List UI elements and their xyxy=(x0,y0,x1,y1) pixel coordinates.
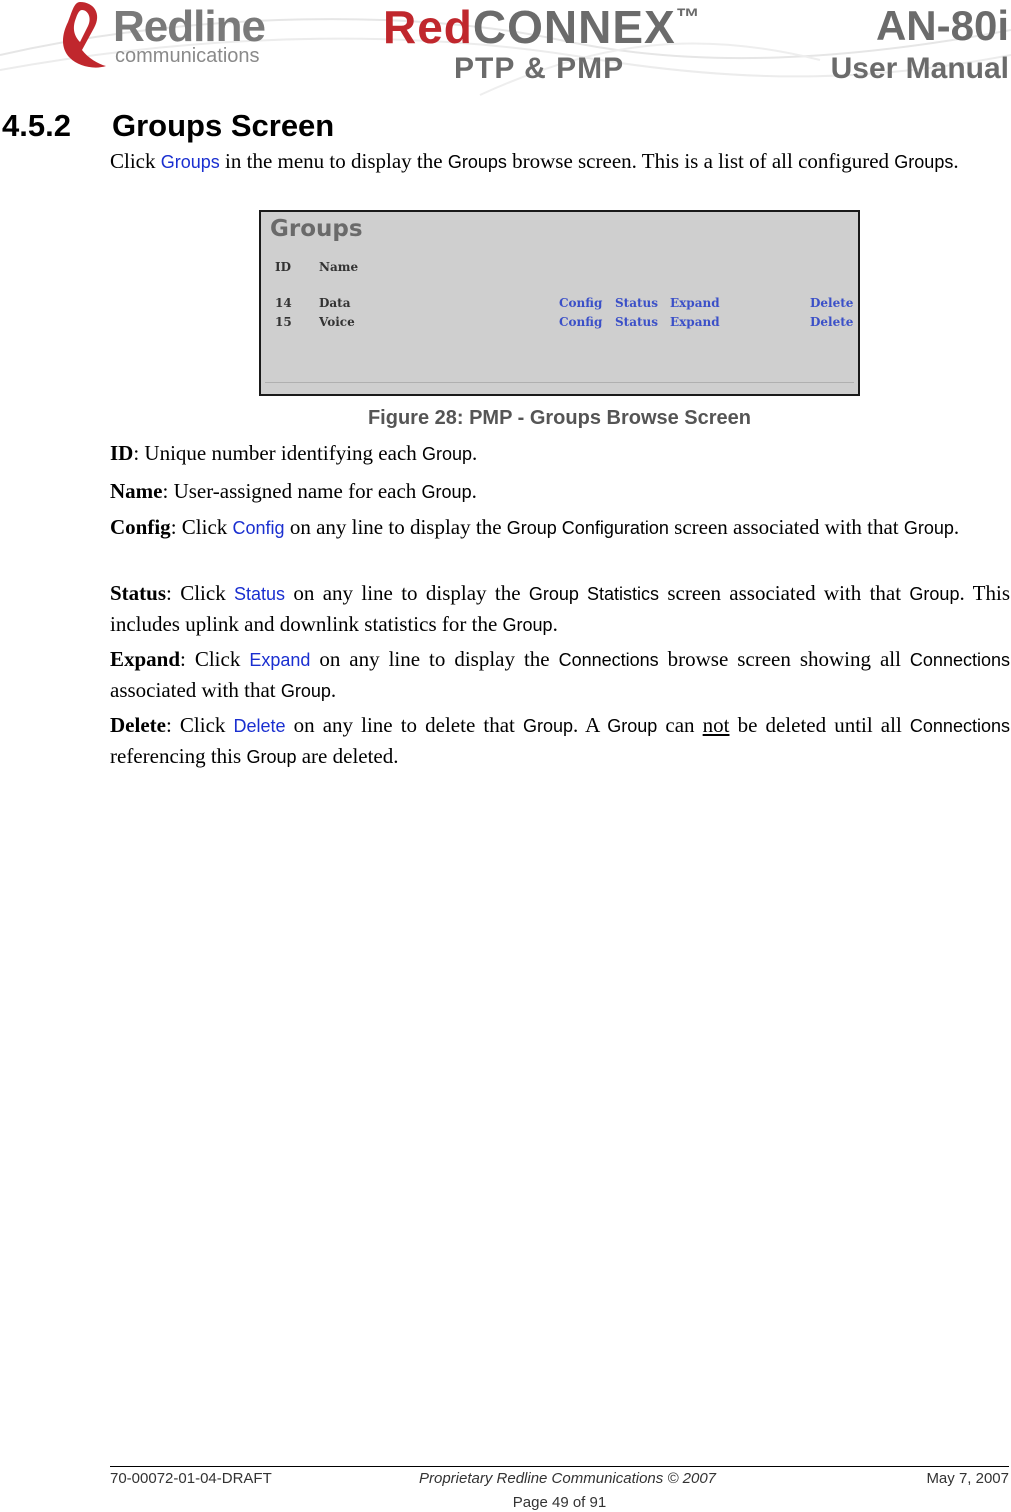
text: Click xyxy=(110,149,161,173)
config-link[interactable]: Config xyxy=(559,315,603,329)
text: : Unique number identifying each xyxy=(133,441,423,465)
text: associated with that xyxy=(110,678,281,702)
definition-expand xyxy=(110,644,1010,706)
ui-term: Group xyxy=(502,615,553,635)
text: . This includes uplink and downlink statistics for the xyxy=(110,581,1010,636)
ui-term: Group xyxy=(422,444,473,464)
config-link[interactable]: Config xyxy=(559,296,603,310)
term: Status xyxy=(110,581,167,605)
text: on any line to display the xyxy=(285,581,529,605)
section-number: 4.5.2 xyxy=(2,108,71,143)
text: screen associated with that xyxy=(668,515,904,539)
ui-term: Group Configuration xyxy=(506,518,669,538)
status-link[interactable]: Status xyxy=(615,315,659,329)
groups-screen-title: Groups xyxy=(270,216,363,242)
ui-term: Groups xyxy=(447,152,507,172)
footer-divider xyxy=(110,1466,1009,1467)
text: : Click xyxy=(180,647,250,671)
document-type: User Manual xyxy=(830,52,1009,85)
ui-term: Group xyxy=(280,681,331,701)
text: be deleted until all xyxy=(729,713,910,737)
page-number: Page 49 of 91 xyxy=(512,1494,607,1511)
text: : User-assigned name for each xyxy=(162,479,422,503)
column-header-name: Name xyxy=(319,260,359,274)
status-link[interactable]: Status xyxy=(615,296,659,310)
status-link[interactable]: Status xyxy=(234,584,286,604)
text: : Click xyxy=(165,713,234,737)
groups-browse-screenshot xyxy=(259,210,860,396)
ui-term: Group xyxy=(522,716,573,736)
text: browse screen. This is a list of all configured xyxy=(506,149,895,173)
text: in the menu to display the xyxy=(219,149,448,173)
text: can xyxy=(657,713,703,737)
definition-config xyxy=(110,512,1010,543)
row-name: Voice xyxy=(319,315,355,329)
row-id: 14 xyxy=(275,296,292,310)
term: Delete xyxy=(110,713,166,737)
text: are deleted. xyxy=(296,744,399,768)
product-subtitle: PTP & PMP xyxy=(454,52,625,85)
section-title: Groups Screen xyxy=(112,108,335,143)
row-name: Data xyxy=(319,296,351,310)
text: . xyxy=(552,612,558,636)
product-name-grey: CONNEX xyxy=(472,1,676,53)
expand-link[interactable]: Expand xyxy=(670,315,720,329)
definition-delete xyxy=(110,710,1010,772)
ui-term: Group xyxy=(421,482,472,502)
text: referencing this xyxy=(110,744,247,768)
emphasis: not xyxy=(702,713,730,737)
ui-term: Group Statistics xyxy=(528,584,659,604)
logo-wordmark: Redline xyxy=(113,2,265,51)
expand-link[interactable]: Expand xyxy=(670,296,720,310)
definition-name xyxy=(110,476,1010,507)
config-link[interactable]: Config xyxy=(232,518,285,538)
delete-link[interactable]: Delete xyxy=(810,315,854,329)
text: : Click xyxy=(166,581,235,605)
ui-term: Group xyxy=(607,716,658,736)
redline-logo xyxy=(54,0,284,82)
ui-term: Group xyxy=(246,747,297,767)
term: Expand xyxy=(110,647,181,671)
text: on any line to delete that xyxy=(285,713,523,737)
footer-doc-id: 70-00072-01-04-DRAFT xyxy=(110,1470,272,1487)
text: . xyxy=(330,678,337,702)
figure-caption: Figure 28: PMP - Groups Browse Screen xyxy=(367,407,752,429)
text: on any line to display the xyxy=(310,647,559,671)
footer-proprietary: Proprietary Redline Communications © 2007 xyxy=(419,1470,717,1487)
text: screen associated with that xyxy=(659,581,910,605)
text: on any line to display the xyxy=(284,515,507,539)
ui-term: Group xyxy=(903,518,954,538)
product-model: AN-80i xyxy=(875,2,1009,49)
expand-link[interactable]: Expand xyxy=(249,650,311,670)
term: ID xyxy=(110,441,134,465)
text: . xyxy=(953,149,959,173)
definition-status xyxy=(110,578,1010,640)
ui-term: Groups xyxy=(894,152,954,172)
ui-term: Connections xyxy=(909,716,1010,736)
groups-menu-link[interactable]: Groups xyxy=(160,152,220,172)
definition-id xyxy=(110,438,1010,469)
logo-tagline: communications xyxy=(115,45,260,67)
delete-link[interactable]: Delete xyxy=(810,296,854,310)
text: . xyxy=(471,479,477,503)
section-heading xyxy=(2,108,334,144)
column-header-id: ID xyxy=(275,260,292,274)
product-name xyxy=(383,0,701,54)
delete-link[interactable]: Delete xyxy=(233,716,286,736)
ui-term: Connections xyxy=(909,650,1010,670)
ui-term: Connections xyxy=(558,650,659,670)
text: . A xyxy=(572,713,608,737)
footer-date: May 7, 2007 xyxy=(926,1470,1009,1487)
redline-logo-mark-icon xyxy=(58,0,108,78)
product-name-red: Red xyxy=(383,1,473,53)
text: browse screen showing all xyxy=(658,647,910,671)
text: . xyxy=(953,515,960,539)
trademark-symbol: ™ xyxy=(675,4,701,31)
ui-term: Group xyxy=(909,584,960,604)
text: . xyxy=(472,441,478,465)
term: Config xyxy=(110,515,171,539)
divider xyxy=(265,382,854,383)
intro-paragraph xyxy=(110,146,1010,177)
row-id: 15 xyxy=(275,315,292,329)
text: : Click xyxy=(170,515,233,539)
term: Name xyxy=(110,479,163,503)
